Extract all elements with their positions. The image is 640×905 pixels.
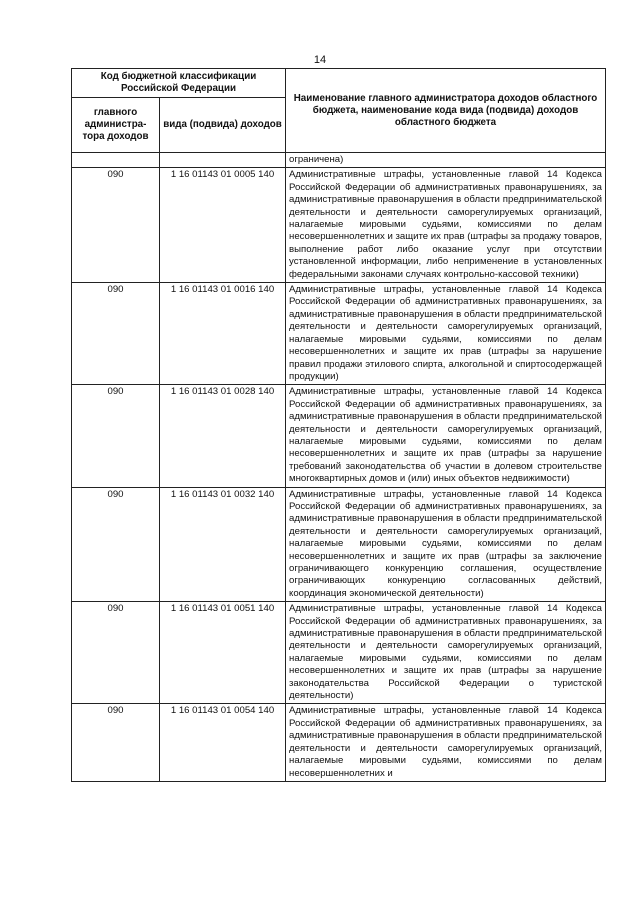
- revenue-code-cell: 1 16 01143 01 0054 140: [160, 704, 286, 781]
- revenue-code-cell: 1 16 01143 01 0016 140: [160, 283, 286, 385]
- table-row: [72, 168, 606, 283]
- admin-code-cell: 090: [72, 704, 160, 781]
- revenue-code-cell: 1 16 01143 01 0051 140: [160, 602, 286, 704]
- admin-code-cell: 090: [72, 487, 160, 602]
- admin-code-cell: 090: [72, 602, 160, 704]
- revenue-code-cell: 1 16 01143 01 0005 140: [160, 168, 286, 283]
- revenue-name-cell: Административные штрафы, установленные главой 14 Кодекса Российской Федерации об административных правонарушениях, за административные правонарушения в области предпринимательской деятельности и деятельности саморегулируемых организаций, налагаемые мировыми судьями, комиссиями по делам несовершеннолетних и: [286, 704, 606, 781]
- bk-code-group-header: Код бюджетной классификации Российской Федерации: [72, 69, 286, 98]
- table-row: [72, 153, 606, 168]
- admin-code-column-header: главного администра-тора доходов: [72, 98, 160, 153]
- table-row: [72, 385, 606, 487]
- admin-code-cell: 090: [72, 283, 160, 385]
- revenue-code-cell: 1 16 01143 01 0028 140: [160, 385, 286, 487]
- name-column-header: Наименование главного администратора доходов областного бюджета, наименование кода вида (подвида) доходов областного бюджета: [286, 69, 606, 153]
- admin-code-cell: 090: [72, 385, 160, 487]
- table-row: [72, 704, 606, 781]
- revenue-codes-table: [71, 68, 606, 782]
- table-row: [72, 602, 606, 704]
- admin-code-cell: [72, 153, 160, 168]
- revenue-name-cell: Административные штрафы, установленные главой 14 Кодекса Российской Федерации об административных правонарушениях, за административные правонарушения в области предпринимательской деятельности и деятельности саморегулируемых организаций, налагаемые мировыми судьями, комиссиями по делам несовершеннолетних и защите их прав (штрафы за продажу товаров, выполнение работ либо оказание услуг при отсутствии установленной информации, либо неприменение в установленных федеральными законами случаях контрольно-кассовой техники): [286, 168, 606, 283]
- admin-code-cell: 090: [72, 168, 160, 283]
- type-code-column-header: вида (подвида) доходов: [160, 98, 286, 153]
- table-row: [72, 487, 606, 602]
- revenue-name-cell: Административные штрафы, установленные главой 14 Кодекса Российской Федерации об административных правонарушениях, за административные правонарушения в области предпринимательской деятельности и деятельности саморегулируемых организаций, налагаемые мировыми судьями, комиссиями по делам несовершеннолетних и защите их прав (штрафы за нарушение правил продажи этилового спирта, алкогольной и спиртосодержащей продукции): [286, 283, 606, 385]
- table-header: [72, 69, 606, 153]
- revenue-name-cell: Административные штрафы, установленные главой 14 Кодекса Российской Федерации об административных правонарушениях, за административные правонарушения в области предпринимательской деятельности и деятельности саморегулируемых организаций, налагаемые мировыми судьями, комиссиями по делам несовершеннолетних и защите их прав (штрафы за нарушение требований законодательства об участии в долевом строительстве многоквартирных домов и (или) иных объектов недвижимости): [286, 385, 606, 487]
- revenue-code-cell: 1 16 01143 01 0032 140: [160, 487, 286, 602]
- table-row: [72, 283, 606, 385]
- revenue-name-cell: Административные штрафы, установленные главой 14 Кодекса Российской Федерации об административных правонарушениях, за административные правонарушения в области предпринимательской деятельности и деятельности саморегулируемых организаций, налагаемые мировыми судьями, комиссиями по делам несовершеннолетних и защите их прав (штрафы за заключение ограничивающего конкуренцию соглашения, осуществление ограничивающих конкуренцию согласованных действий, координация экономической деятельности): [286, 487, 606, 602]
- revenue-name-cell: ограничена): [286, 153, 606, 168]
- revenue-code-cell: [160, 153, 286, 168]
- revenue-name-cell: Административные штрафы, установленные главой 14 Кодекса Российской Федерации об административных правонарушениях, за административные правонарушения в области предпринимательской деятельности и деятельности саморегулируемых организаций, налагаемые мировыми судьями, комиссиями по делам несовершеннолетних и защите их прав (штрафы за нарушение законодательства Российской Федерации о туристской деятельности): [286, 602, 606, 704]
- page-number: 14: [313, 54, 327, 66]
